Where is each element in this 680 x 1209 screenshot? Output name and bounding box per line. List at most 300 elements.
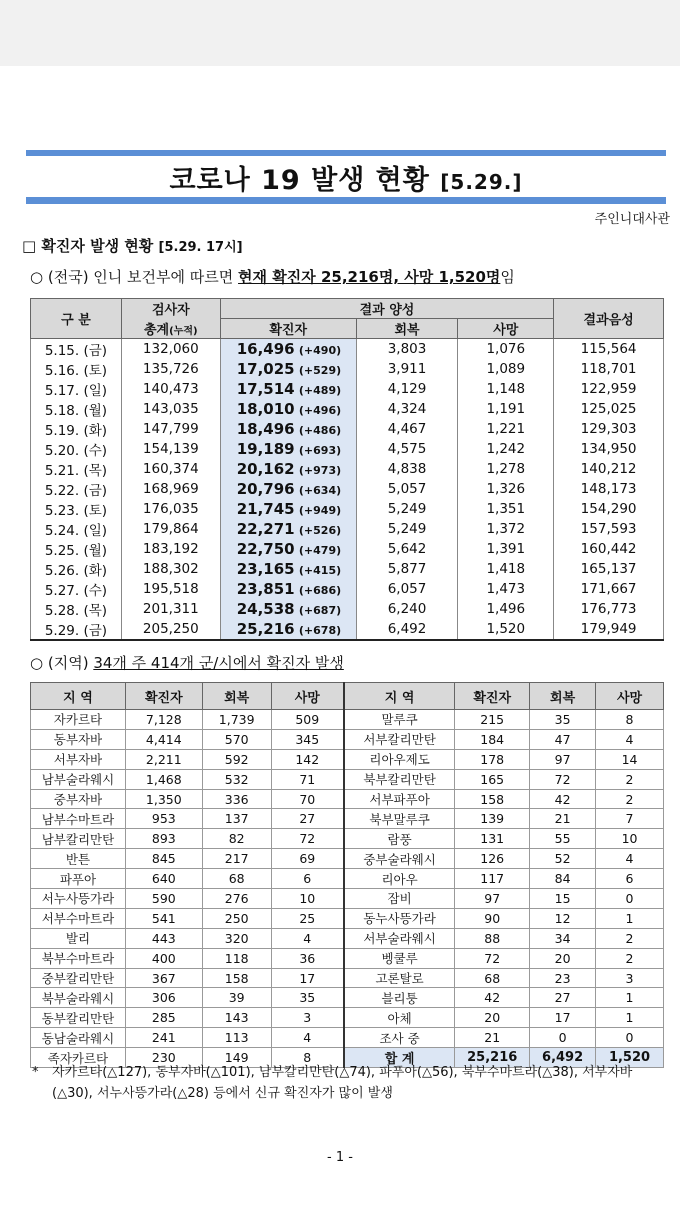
header-tests-note: (누적) <box>169 325 198 337</box>
national-prefix: ○ (전국) 인니 보건부에 따르면 <box>30 268 234 286</box>
deaths-cell: 2 <box>596 769 664 789</box>
region-cell: 서부파푸아 <box>344 789 455 809</box>
region-cell: 서부술라웨시 <box>344 928 455 948</box>
header-positive: 결과 양성 <box>220 299 553 319</box>
tests-cell: 179,864 <box>121 519 220 539</box>
table-row <box>31 539 664 559</box>
recovered-cell: 276 <box>202 889 271 909</box>
header-recovered-left: 회복 <box>202 683 271 710</box>
region-cell: 중부칼리만탄 <box>31 968 126 988</box>
deaths-cell: 1,372 <box>458 519 554 539</box>
confirmed-cell: 97 <box>455 889 530 909</box>
region-cell: 북부말루쿠 <box>344 809 455 829</box>
confirmed-cell <box>220 619 356 640</box>
table-row <box>31 789 664 809</box>
confirmed-cell: 893 <box>125 829 202 849</box>
confirmed-cell <box>220 379 356 399</box>
deaths-cell: 1 <box>596 1008 664 1028</box>
embassy-label: 주인니대사관 <box>594 212 670 227</box>
deaths-cell: 4 <box>271 1028 344 1048</box>
deaths-cell: 3 <box>271 1008 344 1028</box>
date-cell: 5.23. (토) <box>31 499 122 519</box>
tests-cell: 160,374 <box>121 459 220 479</box>
deaths-cell: 1,473 <box>458 579 554 599</box>
recovered-cell: 532 <box>202 769 271 789</box>
region-cell: 조사 중 <box>344 1028 455 1048</box>
footnote <box>32 1062 672 1104</box>
table-row <box>31 479 664 499</box>
table-row <box>31 619 664 640</box>
header-deaths: 사망 <box>458 319 554 339</box>
negative-cell: 165,137 <box>554 559 664 579</box>
recovered-cell: 5,057 <box>356 479 458 499</box>
table-row <box>31 908 664 928</box>
negative-cell: 129,303 <box>554 419 664 439</box>
deaths-cell: 71 <box>271 769 344 789</box>
recovered-cell: 68 <box>202 869 271 889</box>
region-cell: 아체 <box>344 1008 455 1028</box>
confirmed-delta: (+526) <box>298 524 342 537</box>
table-row <box>31 439 664 459</box>
confirmed-value: 20,796 <box>236 480 295 498</box>
confirmed-cell: 68 <box>455 968 530 988</box>
recovered-cell: 4,324 <box>356 399 458 419</box>
deaths-cell: 345 <box>271 729 344 749</box>
recovered-cell: 592 <box>202 749 271 769</box>
confirmed-cell <box>220 539 356 559</box>
deaths-cell: 2 <box>596 928 664 948</box>
deaths-cell: 1,278 <box>458 459 554 479</box>
deaths-cell: 70 <box>271 789 344 809</box>
confirmed-value: 18,010 <box>236 400 295 418</box>
deaths-cell: 1,191 <box>458 399 554 419</box>
deaths-cell: 1,242 <box>458 439 554 459</box>
confirmed-cell <box>220 399 356 419</box>
deaths-cell: 1,221 <box>458 419 554 439</box>
deaths-cell: 1,418 <box>458 559 554 579</box>
confirmed-delta: (+686) <box>298 584 342 597</box>
recovered-cell: 113 <box>202 1028 271 1048</box>
deaths-cell: 1,351 <box>458 499 554 519</box>
confirmed-value: 25,216 <box>236 620 295 638</box>
region-cell: 파푸아 <box>31 869 126 889</box>
page-title <box>26 158 666 197</box>
top-gray-band <box>0 0 680 66</box>
table-row <box>31 769 664 789</box>
date-cell: 5.25. (월) <box>31 539 122 559</box>
regional-prefix: ○ (지역) <box>30 654 89 672</box>
table-row <box>31 809 664 829</box>
deaths-cell: 4 <box>596 849 664 869</box>
national-highlight: 현재 확진자 25,216명, 사망 1,520명 <box>238 268 501 286</box>
region-cell: 북부수마트라 <box>31 948 126 968</box>
table-row <box>31 948 664 968</box>
table-row <box>31 869 664 889</box>
region-cell: 리아우제도 <box>344 749 455 769</box>
total-recovered: 6,492 <box>530 1048 596 1068</box>
deaths-cell: 142 <box>271 749 344 769</box>
confirmed-cell: 443 <box>125 928 202 948</box>
date-cell: 5.16. (토) <box>31 359 122 379</box>
region-cell: 람풍 <box>344 829 455 849</box>
confirmed-cell <box>220 419 356 439</box>
confirmed-cell: 158 <box>455 789 530 809</box>
tests-cell: 132,060 <box>121 339 220 360</box>
table-row <box>31 889 664 909</box>
confirmed-cell: 215 <box>455 710 530 730</box>
confirmed-value: 23,851 <box>236 580 295 598</box>
confirmed-cell <box>220 339 356 360</box>
confirmed-delta: (+489) <box>298 384 342 397</box>
confirmed-cell: 953 <box>125 809 202 829</box>
deaths-cell: 6 <box>596 869 664 889</box>
confirmed-value: 19,189 <box>236 440 295 458</box>
confirmed-cell: 241 <box>125 1028 202 1048</box>
confirmed-cell: 139 <box>455 809 530 829</box>
region-cell: 서누사뜽가라 <box>31 889 126 909</box>
recovered-cell: 27 <box>530 988 596 1008</box>
deaths-cell: 1,326 <box>458 479 554 499</box>
section-label: □ 확진자 발생 현황 <box>22 237 154 255</box>
deaths-cell: 17 <box>271 968 344 988</box>
recovered-cell: 4,575 <box>356 439 458 459</box>
region-cell: 발리 <box>31 928 126 948</box>
confirmed-value: 20,162 <box>236 460 295 478</box>
deaths-cell: 509 <box>271 710 344 730</box>
recovered-cell: 5,249 <box>356 519 458 539</box>
tests-cell: 176,035 <box>121 499 220 519</box>
confirmed-cell: 285 <box>125 1008 202 1028</box>
confirmed-cell <box>220 479 356 499</box>
recovered-cell: 21 <box>530 809 596 829</box>
total-label: 합 계 <box>344 1048 455 1068</box>
recovered-cell: 4,838 <box>356 459 458 479</box>
region-cell: 서부칼리만탄 <box>344 729 455 749</box>
deaths-cell: 36 <box>271 948 344 968</box>
deaths-cell: 35 <box>271 988 344 1008</box>
recovered-cell: 6,492 <box>356 619 458 640</box>
tests-cell: 143,035 <box>121 399 220 419</box>
region-cell: 벵쿨루 <box>344 948 455 968</box>
header-recovered-right: 회복 <box>530 683 596 710</box>
recovered-cell: 97 <box>530 749 596 769</box>
confirmed-value: 18,496 <box>236 420 295 438</box>
recovered-cell: 4,467 <box>356 419 458 439</box>
negative-cell: 134,950 <box>554 439 664 459</box>
deaths-cell: 7 <box>596 809 664 829</box>
tests-cell: 154,139 <box>121 439 220 459</box>
region-cell: 동남술라웨시 <box>31 1028 126 1048</box>
negative-cell: 122,959 <box>554 379 664 399</box>
deaths-cell: 1,496 <box>458 599 554 619</box>
region-cell: 중부자바 <box>31 789 126 809</box>
confirmed-cell: 845 <box>125 849 202 869</box>
header-recovered: 회복 <box>356 319 458 339</box>
confirmed-cell: 88 <box>455 928 530 948</box>
recovered-cell: 12 <box>530 908 596 928</box>
recovered-cell: 3,803 <box>356 339 458 360</box>
deaths-cell: 1,148 <box>458 379 554 399</box>
total-confirmed: 25,216 <box>455 1048 530 1068</box>
recovered-cell: 137 <box>202 809 271 829</box>
table-row <box>31 579 664 599</box>
region-cell: 리아우 <box>344 869 455 889</box>
recovered-cell: 570 <box>202 729 271 749</box>
negative-cell: 171,667 <box>554 579 664 599</box>
national-table <box>30 298 664 641</box>
table-row <box>31 1028 664 1048</box>
confirmed-delta: (+693) <box>298 444 342 457</box>
section-date: [5.29. 17시] <box>158 240 243 255</box>
region-cell: 동누사뜽가라 <box>344 908 455 928</box>
confirmed-cell <box>220 439 356 459</box>
confirmed-cell: 42 <box>455 988 530 1008</box>
confirmed-cell <box>220 559 356 579</box>
section-heading <box>22 235 243 256</box>
recovered-cell: 5,642 <box>356 539 458 559</box>
tests-cell: 135,726 <box>121 359 220 379</box>
table-row <box>31 519 664 539</box>
recovered-cell: 5,877 <box>356 559 458 579</box>
date-cell: 5.20. (수) <box>31 439 122 459</box>
recovered-cell: 1,739 <box>202 710 271 730</box>
total-deaths: 1,520 <box>596 1048 664 1068</box>
deaths-cell: 8 <box>596 710 664 730</box>
tests-cell: 147,799 <box>121 419 220 439</box>
recovered-cell: 82 <box>202 829 271 849</box>
recovered-cell: 4,129 <box>356 379 458 399</box>
region-cell: 족자카르타 <box>31 1048 126 1068</box>
negative-cell: 160,442 <box>554 539 664 559</box>
header-confirmed-left: 확진자 <box>125 683 202 710</box>
table-row <box>31 379 664 399</box>
region-cell: 남부술라웨시 <box>31 769 126 789</box>
date-cell: 5.28. (목) <box>31 599 122 619</box>
region-cell: 반튼 <box>31 849 126 869</box>
header-region-left: 지 역 <box>31 683 126 710</box>
confirmed-value: 23,165 <box>236 560 295 578</box>
deaths-cell: 14 <box>596 749 664 769</box>
table-row <box>31 459 664 479</box>
header-tests <box>121 299 220 319</box>
date-cell: 5.27. (수) <box>31 579 122 599</box>
recovered-cell: 15 <box>530 889 596 909</box>
confirmed-delta: (+949) <box>298 504 342 517</box>
deaths-cell: 6 <box>271 869 344 889</box>
confirmed-cell: 131 <box>455 829 530 849</box>
confirmed-cell: 1,468 <box>125 769 202 789</box>
confirmed-cell: 178 <box>455 749 530 769</box>
date-cell: 5.26. (화) <box>31 559 122 579</box>
title-bottom-rule <box>26 197 666 204</box>
table-row <box>31 988 664 1008</box>
confirmed-cell: 640 <box>125 869 202 889</box>
confirmed-delta: (+687) <box>298 604 342 617</box>
deaths-cell: 4 <box>596 729 664 749</box>
negative-cell: 140,212 <box>554 459 664 479</box>
confirmed-cell: 367 <box>125 968 202 988</box>
recovered-cell: 17 <box>530 1008 596 1028</box>
national-suffix: 임 <box>500 268 515 286</box>
date-cell: 5.22. (금) <box>31 479 122 499</box>
title-top-rule <box>26 150 666 156</box>
header-negative: 결과음성 <box>554 299 664 339</box>
confirmed-cell: 117 <box>455 869 530 889</box>
table-row <box>31 339 664 360</box>
recovered-cell: 34 <box>530 928 596 948</box>
region-cell: 남부칼리만탄 <box>31 829 126 849</box>
deaths-cell: 1,089 <box>458 359 554 379</box>
recovered-cell: 84 <box>530 869 596 889</box>
recovered-cell: 20 <box>530 948 596 968</box>
confirmed-delta: (+490) <box>298 344 342 357</box>
confirmed-delta: (+678) <box>298 624 342 637</box>
table-row <box>31 499 664 519</box>
confirmed-delta: (+634) <box>298 484 342 497</box>
header-deaths-left: 사망 <box>271 683 344 710</box>
deaths-cell: 8 <box>271 1048 344 1068</box>
tests-cell: 201,311 <box>121 599 220 619</box>
deaths-cell: 72 <box>271 829 344 849</box>
confirmed-cell <box>220 499 356 519</box>
header-tests-top: 검사자 <box>151 303 190 319</box>
table-row <box>31 1008 664 1028</box>
header-deaths-right: 사망 <box>596 683 664 710</box>
negative-cell: 157,593 <box>554 519 664 539</box>
region-cell: 고론탈로 <box>344 968 455 988</box>
recovered-cell: 158 <box>202 968 271 988</box>
recovered-cell: 5,249 <box>356 499 458 519</box>
date-cell: 5.18. (월) <box>31 399 122 419</box>
tests-cell: 195,518 <box>121 579 220 599</box>
confirmed-delta: (+529) <box>298 364 342 377</box>
table-row <box>31 399 664 419</box>
footnote-text: 자카르타(△127), 동부자바(△101), 남부칼리만탄(△74), 파푸아(△56), 북부수마트라(△38), 서부자바(△30), 서누사뜽가라(△28) 등에서 신규 확진자가 많이 발생 <box>52 1065 633 1101</box>
deaths-cell: 1 <box>596 908 664 928</box>
confirmed-cell: 590 <box>125 889 202 909</box>
tests-cell: 183,192 <box>121 539 220 559</box>
recovered-cell: 143 <box>202 1008 271 1028</box>
header-tests-bottom: 총계 <box>144 322 170 338</box>
deaths-cell: 1,520 <box>458 619 554 640</box>
tests-cell: 168,969 <box>121 479 220 499</box>
confirmed-cell <box>220 599 356 619</box>
table-row <box>31 849 664 869</box>
confirmed-value: 17,025 <box>236 360 295 378</box>
region-cell: 서부자바 <box>31 749 126 769</box>
confirmed-cell: 2,211 <box>125 749 202 769</box>
region-cell: 중부술라웨시 <box>344 849 455 869</box>
tests-cell: 140,473 <box>121 379 220 399</box>
table-row <box>31 419 664 439</box>
deaths-cell: 69 <box>271 849 344 869</box>
table-row <box>31 599 664 619</box>
recovered-cell: 47 <box>530 729 596 749</box>
deaths-cell: 0 <box>596 889 664 909</box>
deaths-cell: 2 <box>596 948 664 968</box>
confirmed-cell <box>220 359 356 379</box>
date-cell: 5.17. (일) <box>31 379 122 399</box>
title-date: [5.29.] <box>440 170 523 194</box>
tests-cell: 188,302 <box>121 559 220 579</box>
header-tests-total <box>121 319 220 339</box>
confirmed-value: 16,496 <box>236 340 295 358</box>
national-summary <box>30 266 515 287</box>
date-cell: 5.19. (화) <box>31 419 122 439</box>
tests-cell: 205,250 <box>121 619 220 640</box>
negative-cell: 176,773 <box>554 599 664 619</box>
region-cell: 블리퉁 <box>344 988 455 1008</box>
region-cell: 동부칼리만탄 <box>31 1008 126 1028</box>
deaths-cell: 10 <box>596 829 664 849</box>
confirmed-value: 22,750 <box>236 540 295 558</box>
confirmed-cell: 72 <box>455 948 530 968</box>
region-cell: 북부술라웨시 <box>31 988 126 1008</box>
confirmed-cell: 126 <box>455 849 530 869</box>
confirmed-cell: 21 <box>455 1028 530 1048</box>
date-cell: 5.21. (목) <box>31 459 122 479</box>
recovered-cell: 23 <box>530 968 596 988</box>
confirmed-cell <box>220 519 356 539</box>
deaths-cell: 27 <box>271 809 344 829</box>
table-row <box>31 559 664 579</box>
header-category: 구 분 <box>31 299 122 339</box>
confirmed-cell: 20 <box>455 1008 530 1028</box>
confirmed-value: 17,514 <box>236 380 295 398</box>
region-cell: 북부칼리만탄 <box>344 769 455 789</box>
table-row <box>31 710 664 730</box>
confirmed-cell: 90 <box>455 908 530 928</box>
deaths-cell: 2 <box>596 789 664 809</box>
footnote-star: * <box>32 1065 39 1080</box>
deaths-cell: 25 <box>271 908 344 928</box>
confirmed-delta: (+479) <box>298 544 342 557</box>
table-row <box>31 829 664 849</box>
recovered-cell: 217 <box>202 849 271 869</box>
recovered-cell: 72 <box>530 769 596 789</box>
negative-cell: 148,173 <box>554 479 664 499</box>
deaths-cell: 1 <box>596 988 664 1008</box>
negative-cell: 118,701 <box>554 359 664 379</box>
confirmed-cell: 7,128 <box>125 710 202 730</box>
recovered-cell: 6,057 <box>356 579 458 599</box>
recovered-cell: 320 <box>202 928 271 948</box>
region-cell: 말루쿠 <box>344 710 455 730</box>
confirmed-cell <box>220 459 356 479</box>
table-row <box>31 359 664 379</box>
confirmed-delta: (+973) <box>298 464 342 477</box>
confirmed-cell: 165 <box>455 769 530 789</box>
region-cell: 남부수마트라 <box>31 809 126 829</box>
table-row <box>31 928 664 948</box>
deaths-cell: 10 <box>271 889 344 909</box>
deaths-cell: 1,391 <box>458 539 554 559</box>
recovered-cell: 42 <box>530 789 596 809</box>
recovered-cell: 336 <box>202 789 271 809</box>
recovered-cell: 6,240 <box>356 599 458 619</box>
recovered-cell: 52 <box>530 849 596 869</box>
recovered-cell: 39 <box>202 988 271 1008</box>
confirmed-delta: (+486) <box>298 424 342 437</box>
date-cell: 5.15. (금) <box>31 339 122 360</box>
recovered-cell: 55 <box>530 829 596 849</box>
date-cell: 5.29. (금) <box>31 619 122 640</box>
recovered-cell: 35 <box>530 710 596 730</box>
recovered-cell: 118 <box>202 948 271 968</box>
date-cell: 5.24. (일) <box>31 519 122 539</box>
negative-cell: 154,290 <box>554 499 664 519</box>
confirmed-cell: 1,350 <box>125 789 202 809</box>
